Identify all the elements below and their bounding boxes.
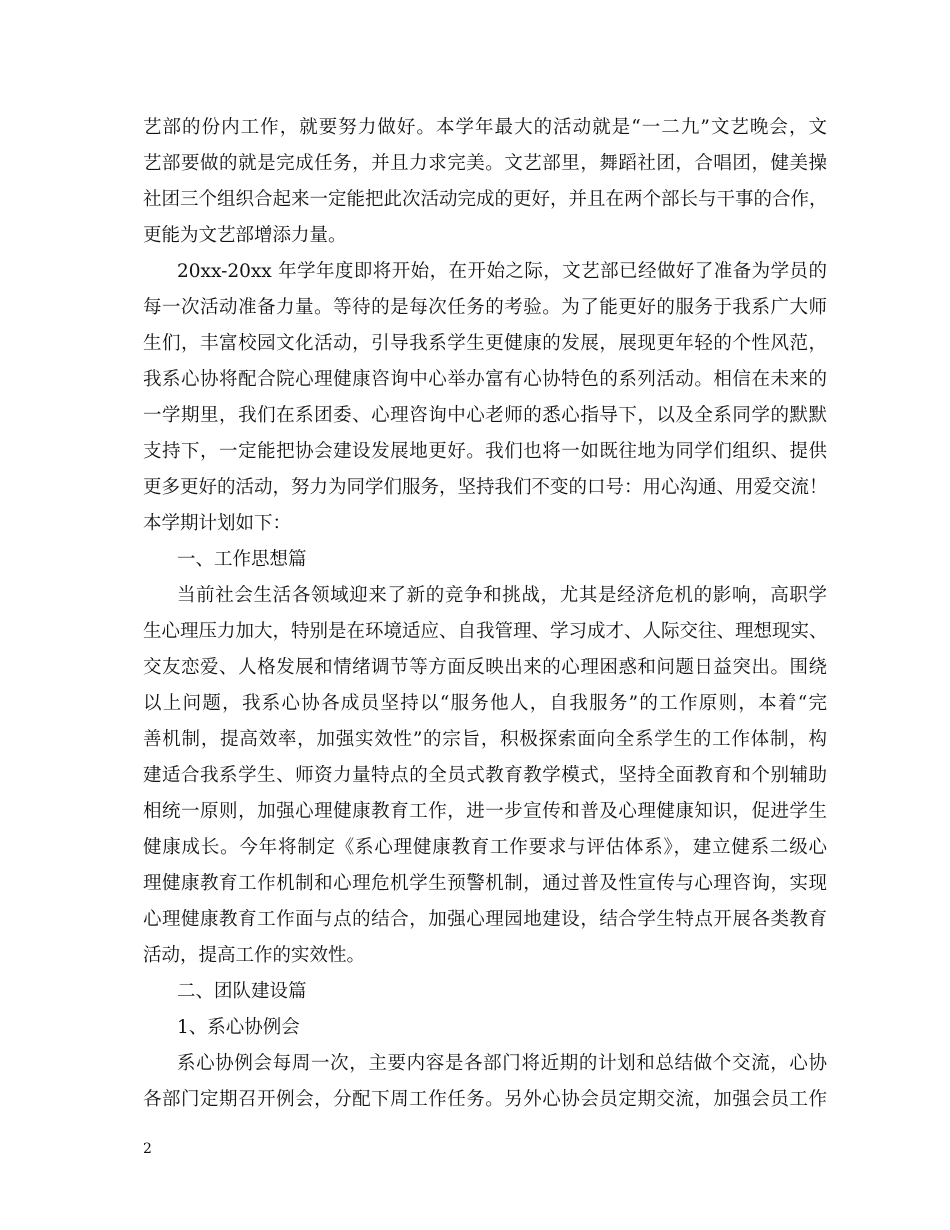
text-line: 艺部要做的就是完成任务，并且力求完美。文艺部里，舞蹈社团，合唱团，健美操 bbox=[143, 153, 827, 174]
text-line: 心理健康教育工作面与点的结合，加强心理园地建设，结合学生特点开展各类教育 bbox=[143, 909, 827, 930]
text-line: 以上问题，我系心协各成员坚持以“服务他人，自我服务”的工作原则，本着“完 bbox=[143, 693, 827, 714]
text-line: 我系心协将配合院心理健康咨询中心举办富有心协特色的系列活动。相信在未来的 bbox=[143, 369, 827, 390]
text-line: 每一次活动准备力量。等待的是每次任务的考验。为了能更好的服务于我系广大师 bbox=[143, 297, 827, 318]
text-line: 善机制，提高效率，加强实效性”的宗旨，积极探索面向全系学生的工作体制，构 bbox=[143, 729, 827, 750]
text-line: 生心理压力加大，特别是在环境适应、自我管理、学习成才、人际交往、理想现实、 bbox=[143, 621, 828, 642]
text-line: 本学期计划如下： bbox=[143, 513, 292, 534]
text-line: 20xx-20xx 年学年度即将开始，在开始之际，文艺部已经做好了准备为学员的 bbox=[177, 261, 827, 282]
text-line: 当前社会生活各领域迎来了新的竞争和挑战，尤其是经济危机的影响，高职学 bbox=[177, 585, 827, 606]
text-line: 艺部的份内工作，就要努力做好。本学年最大的活动就是“一二九”文艺晚会，文 bbox=[143, 117, 827, 138]
text-line: 各部门定期召开例会，分配下周工作任务。另外心协会员定期交流，加强会员工作 bbox=[143, 1089, 827, 1110]
text-line: 二、团队建设篇 bbox=[177, 981, 307, 1002]
text-line: 交友恋爱、人格发展和情绪调节等方面反映出来的心理困惑和问题日益突出。围绕 bbox=[143, 657, 827, 678]
text-line: 社团三个组织合起来一定能把此次活动完成的更好，并且在两个部长与干事的合作， bbox=[143, 189, 828, 210]
text-line: 健康成长。今年将制定《系心理健康教育工作要求与评估体系》，建立健系二级心 bbox=[143, 837, 827, 858]
text-line: 更多更好的活动，努力为同学们服务，坚持我们不变的口号：用心沟通、用爱交流！ bbox=[143, 477, 828, 498]
text-line: 支持下，一定能把协会建设发展地更好。我们也将一如既往地为同学们组织、提供 bbox=[143, 441, 827, 462]
text-line: 相统一原则，加强心理健康教育工作，进一步宣传和普及心理健康知识，促进学生 bbox=[143, 801, 827, 822]
text-line: 一学期里，我们在系团委、心理咨询中心老师的悉心指导下，以及全系同学的默默 bbox=[143, 405, 827, 426]
text-line: 一、工作思想篇 bbox=[177, 549, 307, 570]
text-line: 建适合我系学生、师资力量特点的全员式教育教学模式，坚持全面教育和个别辅助 bbox=[143, 765, 827, 786]
page-number: 2 bbox=[143, 1141, 152, 1157]
text-line: 1、系心协例会 bbox=[177, 1017, 300, 1038]
text-line: 活动，提高工作的实效性。 bbox=[143, 945, 366, 966]
text-line: 系心协例会每周一次，主要内容是各部门将近期的计划和总结做个交流，心协 bbox=[177, 1053, 827, 1074]
text-line: 更能为文艺部增添力量。 bbox=[143, 225, 347, 246]
text-line: 理健康教育工作机制和心理危机学生预警机制，通过普及性宣传与心理咨询，实现 bbox=[143, 873, 827, 894]
text-line: 生们，丰富校园文化活动，引导我系学生更健康的发展，展现更年轻的个性风范， bbox=[143, 333, 827, 354]
